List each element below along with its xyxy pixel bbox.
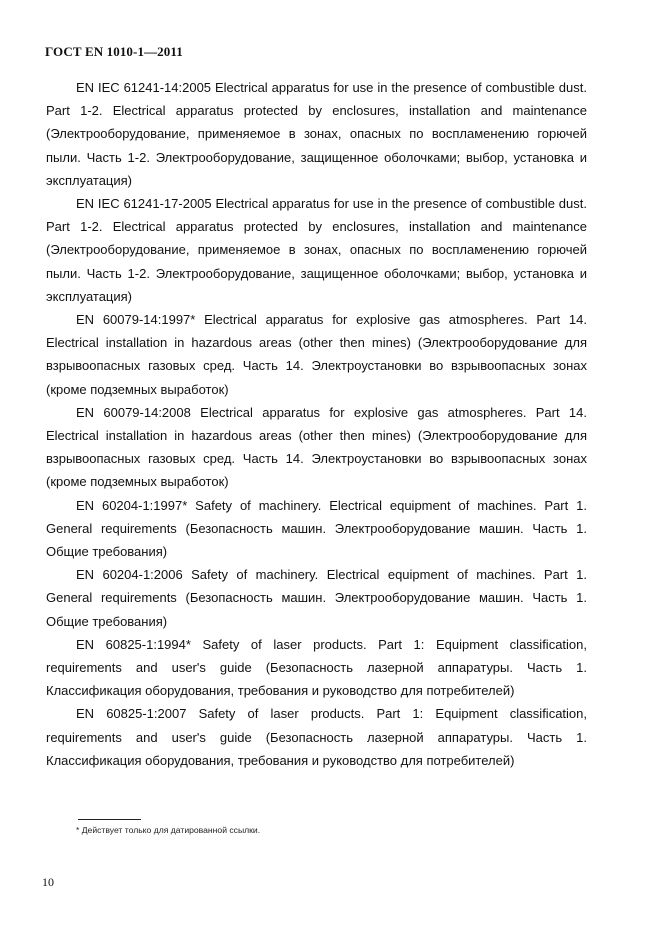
reference-entry: EN 60825-1:1994* Safety of laser products. Part 1: Equipment classification, requirements and user's guide (Безопасность лазерной аппаратуры. Часть 1. Классификация оборудования, требования и руководство для потребителей) [46, 636, 587, 699]
reference-entry: EN 60079-14:2008 Electrical apparatus for explosive gas atmospheres. Part 14. Electrical installation in hazardous areas (other then mines) (Электрооборудование для взрывоопасных газовых сред. Часть 14. Электроустановки во взрывоопасных зонах (кроме подземных выработок) [46, 404, 587, 490]
document-header: ГОСТ EN 1010-1—2011 [45, 44, 183, 59]
footnote: * Действует только для датированной ссылки. [76, 825, 261, 835]
reference-entry: EN IEC 61241-14:2005 Electrical apparatus for use in the presence of combustible dust. Part 1-2. Electrical apparatus protected by enclosures, installation and maintenance (Электрооборудование, применяемое в зонах, опасных по воспламенению горючей пыли. Часть 1-2. Электрооборудование, защищенное оболочками; выбор, установка и эксплуатация) [46, 80, 587, 188]
reference-entry: EN 60825-1:2007 Safety of laser products. Part 1: Equipment classification, requirements and user's guide (Безопасность лазерной аппаратуры. Часть 1. Классификация оборудования, требования и руководство для потребителей) [46, 706, 587, 768]
reference-entry: EN 60079-14:1997* Electrical apparatus for explosive gas atmospheres. Part 14. Electrical installation in hazardous areas (other then mines) (Электрооборудование для взрывоопасных газовых сред. Часть 14. Электроустановки во взрывоопасных зонах (кроме подземных выработок) [46, 312, 587, 397]
reference-entry: EN 60204-1:2006 Safety of machinery. Electrical equipment of machines. Part 1. General requirements (Безопасность машин. Электрооборудование машин. Часть 1. Общие требования) [46, 567, 587, 629]
page-number: 10 [42, 875, 54, 889]
reference-entry: EN IEC 61241-17-2005 Electrical apparatus for use in the presence of combustible dust. Part 1-2. Electrical apparatus protected by enclosures, installation and maintenance (Электрооборудование, применяемое в зонах, опасных по воспламенению горючей пыли. Часть 1-2. Электрооборудование, защищенное оболочками; выбор, установка и эксплуатация) [46, 196, 587, 304]
reference-list [46, 76, 587, 772]
footnote-divider [78, 819, 141, 820]
reference-entry: EN 60204-1:1997* Safety of machinery. Electrical equipment of machines. Part 1. General requirements (Безопасность машин. Электрооборудование машин. Часть 1. Общие требования) [46, 497, 587, 560]
